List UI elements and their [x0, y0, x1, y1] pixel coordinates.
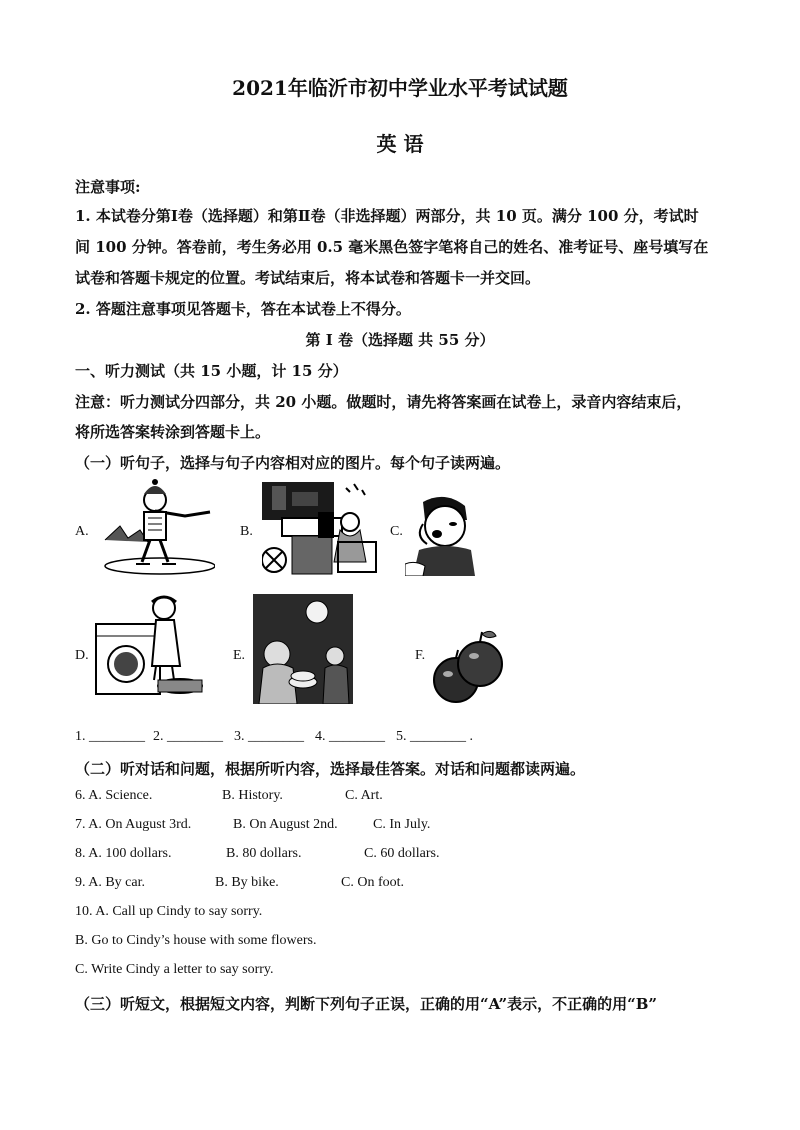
part-1-instruction: （一）听句子，选择与句子内容相对应的图片。每个句子读两遍。 [75, 454, 511, 472]
q6-option-c[interactable]: C. Art. [345, 788, 383, 803]
q7-option-a[interactable]: 7. A. On August 3rd. [75, 817, 192, 832]
subject-title: 英 语 [376, 132, 424, 156]
notes-line-4: 2. 答题注意事项见答题卡，答在本试卷上不得分。 [75, 300, 411, 318]
picture-moon-festival [253, 594, 353, 704]
notes-line-2: 间 100 分钟。答卷前，考生务必用 0.5 毫米黑色签字笔将自己的姓名、准考证号、座号填写在 [75, 238, 709, 256]
picture-label-f: F. [415, 648, 426, 663]
exam-title: 2021年临沂市初中学业水平考试试题 [232, 76, 568, 100]
picture-label-a: A. [75, 524, 89, 539]
q10-option-c[interactable]: C. Write Cindy a letter to say sorry. [75, 962, 274, 977]
answer-blank-3[interactable]: 3. ________ [234, 729, 304, 744]
answer-blank-4[interactable]: 4. ________ [315, 729, 385, 744]
section-heading: 第 I 卷（选择题 共 55 分） [305, 331, 495, 349]
part-3-instruction: （三）听短文，根据短文内容，判断下列句子正误，正确的用“A”表示，不正确的用“B” [75, 995, 658, 1013]
q8-option-b[interactable]: B. 80 dollars. [226, 846, 302, 861]
q9-option-c[interactable]: C. On foot. [341, 875, 404, 890]
q6-option-a[interactable]: 6. A. Science. [75, 788, 153, 803]
q10-option-b[interactable]: B. Go to Cindy’s house with some flowers. [75, 933, 317, 948]
q9-option-b[interactable]: B. By bike. [215, 875, 279, 890]
listening-note-2: 将所选答案转涂到答题卡上。 [75, 423, 271, 441]
q10-option-a[interactable]: 10. A. Call up Cindy to say sorry. [75, 904, 263, 919]
answer-blank-2[interactable]: 2. ________ [153, 729, 223, 744]
picture-label-b: B. [240, 524, 253, 539]
answer-blank-1[interactable]: 1. ________ [75, 729, 145, 744]
notes-line-1: 1. 本试卷分第Ⅰ卷（选择题）和第Ⅱ卷（非选择题）两部分，共 10 页。满分 100 分，考试时 [75, 207, 699, 225]
picture-washing-machine [94, 594, 209, 698]
picture-classroom [262, 482, 380, 576]
picture-label-e: E. [233, 648, 246, 663]
part-2-instruction: （二）听对话和问题，根据所听内容，选择最佳答案。对话和问题都读两遍。 [75, 760, 586, 778]
part-title: 一、听力测试（共 15 小题，计 15 分） [75, 362, 348, 380]
picture-label-c: C. [390, 524, 403, 539]
q8-option-a[interactable]: 8. A. 100 dollars. [75, 846, 172, 861]
notes-heading: 注意事项: [75, 178, 141, 196]
listening-note-1: 注意：听力测试分四部分，共 20 小题。做题时，请先将答案画在试卷上，录音内容结束后， [75, 393, 692, 411]
q9-option-a[interactable]: 9. A. By car. [75, 875, 145, 890]
q8-option-c[interactable]: C. 60 dollars. [364, 846, 440, 861]
answer-blank-5[interactable]: 5. ________ . [396, 729, 473, 744]
picture-tired-boy [405, 494, 477, 576]
picture-skater [100, 478, 215, 578]
q7-option-b[interactable]: B. On August 2nd. [233, 817, 338, 832]
notes-line-3: 试卷和答题卡规定的位置。考试结束后，将本试卷和答题卡一并交回。 [75, 269, 541, 287]
picture-label-d: D. [75, 648, 89, 663]
q6-option-b[interactable]: B. History. [222, 788, 283, 803]
picture-apples [430, 628, 506, 706]
q7-option-c[interactable]: C. In July. [373, 817, 431, 832]
